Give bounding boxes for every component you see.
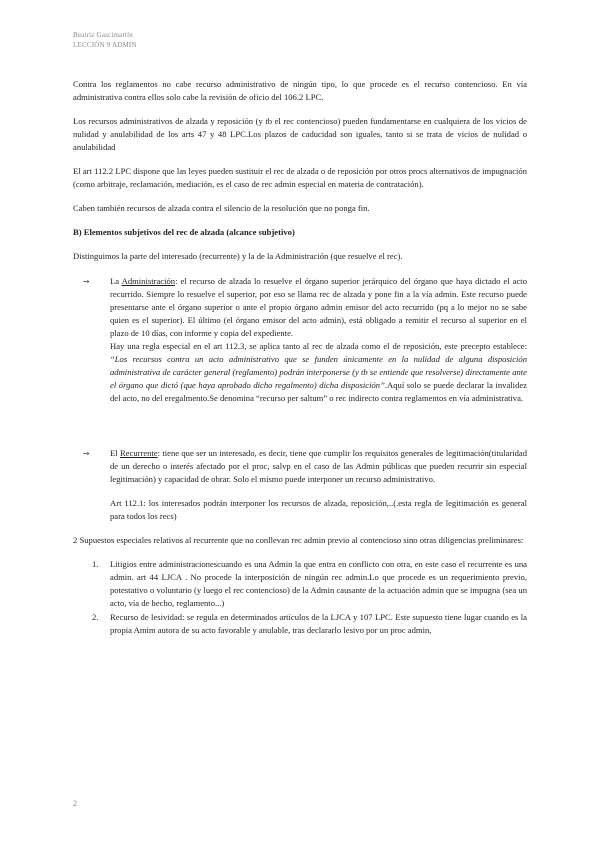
page-number: 2	[73, 799, 77, 808]
list-item-recurrente	[73, 447, 527, 523]
arrow-bullet-icon: ➙	[83, 449, 90, 458]
paragraph-reglamentos: Contra los reglamentos no cabe recurso administrativo de ningún tipo, lo que procede es el recurso contencioso. En vía administrativa contra ellos solo cabe la revisión de oficio del 106.2 LPC.	[73, 79, 527, 102]
item-number: 2.	[92, 612, 99, 622]
item-number: 1.	[92, 559, 99, 569]
regla-intro: Hay una regla especial en el art 112.3, se aplica tanto al rec de alzada como el de reposición, este precepto establece:	[110, 341, 527, 351]
header-lesson: LECCIÓN 9 ADMIN	[73, 41, 137, 49]
bullet-body: : el recurso de alzada lo resuelve el órgano superior jerárquico del órgano que haya dictado el acto recurrido. Siempre lo resuelve el superior, por eso se llama rec de alzada y pone fin a la vía admin. Este recurso puede presentarse ante el órgano superior o ante el propio órgano admin emisor del acto recurrido (pq a lo mejor no se sabe quien es el superior). El último (el órgano emisor del acto admin), está obligado a remitir el recurso al superior en el plazo de 10 días, con informe y copia del expediente.	[110, 276, 527, 338]
bullet-administracion-regla	[110, 340, 527, 405]
section-heading: B) Elementos subjetivos del rec de alzada (alcance subjetivo)	[73, 227, 295, 237]
bullet-prefix: El	[110, 448, 120, 458]
bullet-recurrente-art-112-1: Art 112.1: los interesados podrán interponer los recursos de alzada, reposición,..(.esta regla de legitimación es general para todos los recs)	[110, 498, 527, 521]
item-text: Litigios entre administracionescuando es una Admin la que entra en conflicto con otra, en este caso el recurrente es una admin. art 44 LJCA . No procede la interposición de ningún rec admin.Lo que procede es un requerimiento previo, potestativo o voluntario (y luego el rec contencioso) de la Admin causante de la actuación admin que se impugna (sea un acto, vía de hecho, reglamento...)	[110, 559, 527, 608]
running-header	[73, 30, 137, 50]
term-administracion: Administración	[121, 276, 176, 286]
paragraph-art-112-2: El art 112.2 LPC dispone que las leyes pueden sustituir el rec de alzada o de reposición por otros procs alternativos de impugnación (como arbitraje, reclamación, mediación, es el caso de rec admin especial en materia de contratación).	[73, 166, 527, 189]
paragraph-fundamentos: Los recursos administrativos de alzada y reposición (y tb el rec contencioso) pueden fundamentarse en cualquiera de los vicios de nulidad y anulabilidad de los arts 47 y 48 LPC.Los plazos de caducidad son iguales, tanto si se trata de vicios de nulidad o anulabilidad	[73, 116, 527, 152]
paragraph-silencio: Caben también recursos de alzada contra el silencio de la resolución que no ponga fin.	[73, 203, 370, 213]
regla-conclusion: .Aquí solo se puede declarar la invalidez del acto, no del eregalmento.Se denomina “recurso per saltum” o rec indirecto contra reglamentos en vía administrativa.	[110, 380, 527, 403]
bullet-administracion-text	[110, 275, 527, 340]
numbered-item-2	[73, 611, 527, 637]
document-body	[73, 78, 527, 637]
paragraph-supuestos: 2 Supuestos especiales relativos al recurrente que no conllevan rec admin previo al contencioso sino otras diligencias preliminares:	[73, 535, 524, 545]
bullet-prefix: La	[110, 276, 122, 286]
header-author: Beatriz Gascimartín	[73, 31, 133, 39]
list-item-administracion	[73, 275, 527, 405]
bullet-recurrente-text	[110, 447, 527, 486]
bullet-body: : tiene que ser un interesado, es decir, tiene que cumplir los requisitos generales de legitimación(titularidad de un derecho o interés afectado por el proc, salvp en el caso de las Admin públicas que pueden recurrir sin especial legitimación) y capacidad de obrar. Solo el mismo puede interponer un recurso administrativo.	[110, 448, 527, 484]
term-recurrente: Recurrente	[119, 448, 158, 458]
arrow-bullet-icon: ➙	[83, 277, 90, 286]
regla-quote: “Los recursos contra un acto administrativo que se funden únicamente en la nulidad de alguna disposición administrativa de carácter general (reglamento) podrán interponerse (y tb se entiende que resolverse) directamente ante el órgano que dictó (que haya aprobado dicho regalmento) dicha disposición”	[110, 354, 527, 390]
numbered-item-1	[73, 558, 527, 610]
paragraph-distinguimos: Distinguimos la parte del interesado (recurrente) y la de la Administración (que resuelve el rec).	[73, 251, 403, 261]
item-text: Recurso de lesividad: se regula en determinados artículos de la LJCA y 107 LPC. Este supuesto tiene lugar cuando es la propia Amim autora de su acto favorable y anulable, tras declararlo lesivo por un proc admin,	[110, 612, 527, 635]
